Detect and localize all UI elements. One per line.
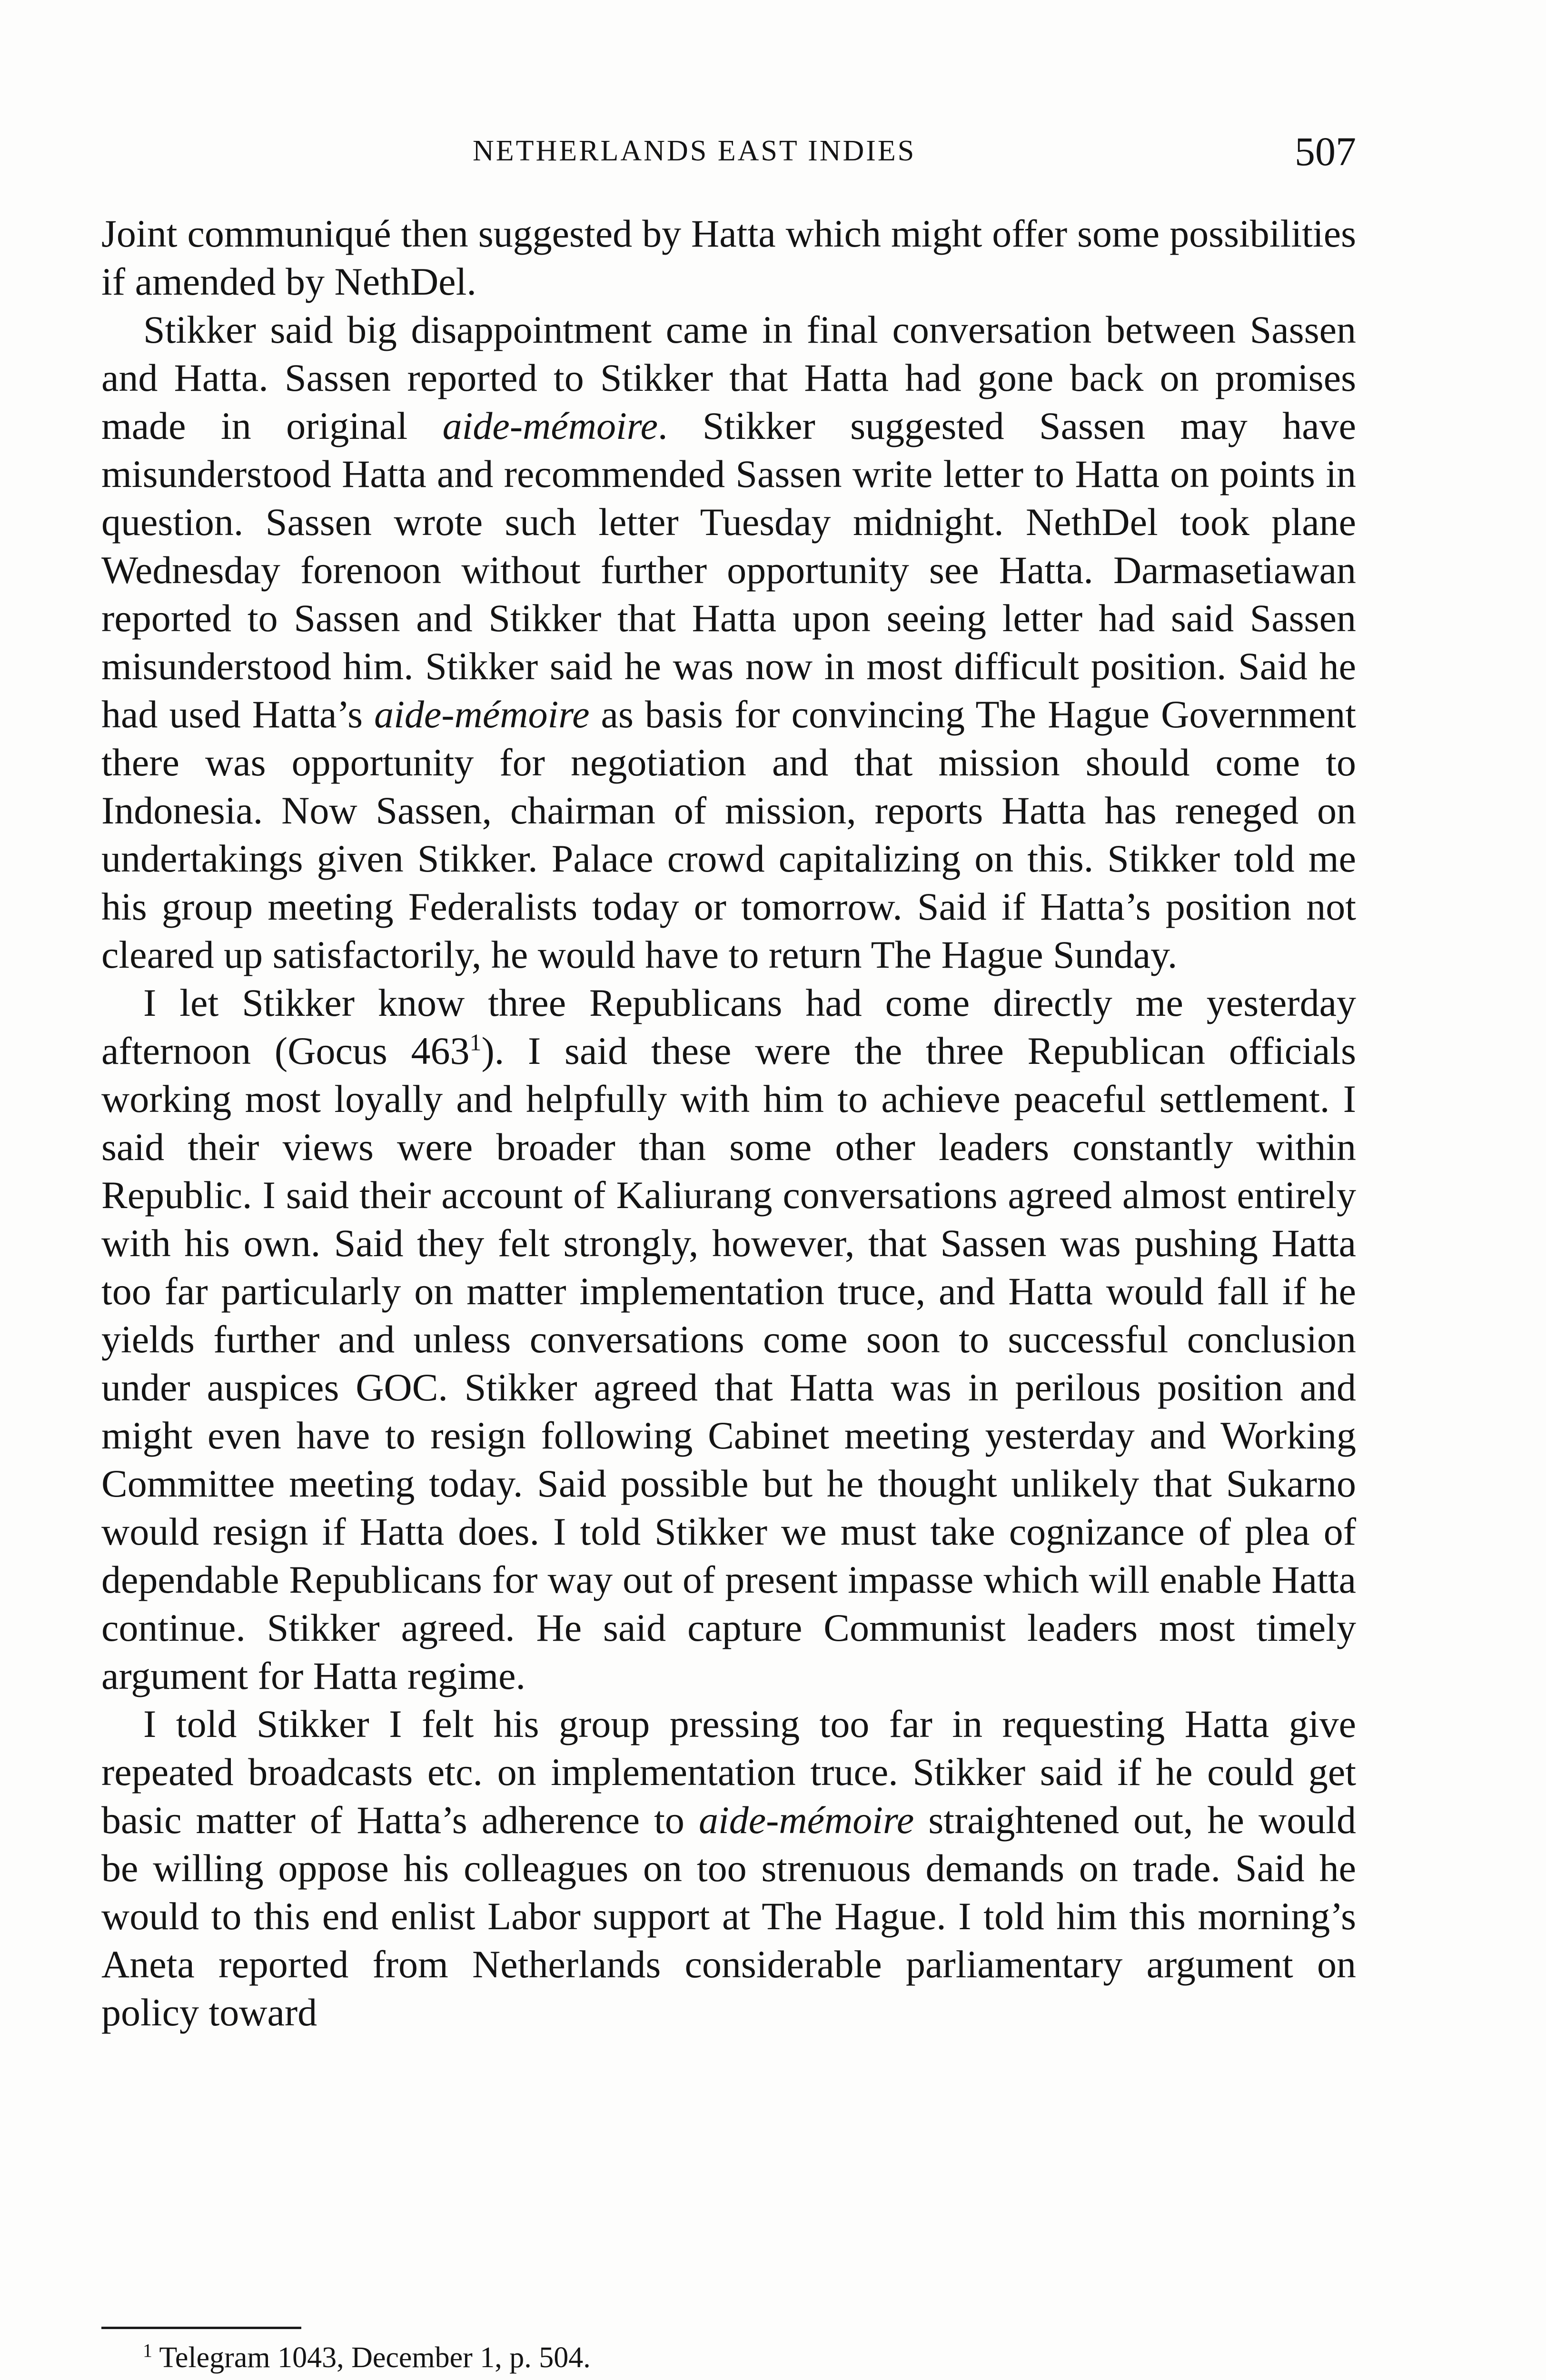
text-run: I told Stikker I felt his group pressing too far in requesting Hatta give repeated broadcasts etc. on implementation truce. Stikker said if he could get basic matter of Hatta’s adherence to: [101, 1702, 1356, 1842]
italic-term: aide-mémoire: [442, 404, 658, 447]
body-text: [101, 209, 1356, 2036]
paragraph: [101, 979, 1356, 1700]
text-run: . Stikker suggested Sassen may have misunderstood Hatta and recommended Sassen write letter to Hatta on points in question. Sassen wrote such letter Tuesday midnight. NethDel took plane Wednesday forenoon without further opportunity see Hatta. Darmasetiawan reported to Sassen and Stikker that Hatta upon seeing letter had said Sassen misunderstood him. Stikker said he was now in most difficult position. Said he had used Hatta’s: [101, 404, 1357, 736]
footnote-text: Telegram 1043, December 1, p. 504.: [152, 2341, 591, 2374]
text-run: as basis for convincing The Hague Government there was opportunity for negotiation and that mission should come to Indonesia. Now Sassen, chairman of mission, reports Hatta has reneged on undertakings given Stikker. Palace crowd capitalizing on this. Stikker told me his group meeting Federalists today or tomorrow. Said if Hatta’s position not cleared up satisfactorily, he would have to return The Hague Sunday.: [101, 693, 1357, 976]
page-number: 507: [1295, 129, 1356, 174]
text-run: Joint communiqué then suggested by Hatta which might offer some possibilities if amended by NethDel.: [101, 212, 1356, 303]
paragraph: [101, 1700, 1356, 2036]
footnote-marker: 1: [143, 2340, 152, 2361]
italic-term: aide-mémoire: [698, 1798, 914, 1842]
text-run: I let Stikker know three Republicans had come directly me yesterday afternoon (Gocus 463: [101, 981, 1356, 1072]
footnote-reference: 1: [469, 1029, 482, 1056]
paragraph: [101, 209, 1356, 306]
footnote-rule: [101, 2327, 301, 2329]
page-header: [101, 128, 1356, 175]
text-run: Stikker said big disappointment came in final conversation between Sassen and Hatta. Sassen reported to Stikker that Hatta had gone back on promises made in original: [101, 308, 1356, 447]
footnote: [143, 2341, 591, 2375]
text-run: ). I said these were the three Republican officials working most loyally and helpfully with him to achieve peaceful settlement. I said their views were broader than some other leaders constantly within Republic. I said their account of Kaliurang conversations agreed almost entirely with his own. Said they felt strongly, however, that Sassen was pushing Hatta too far particularly on matter implementation truce, and Hatta would fall if he yields further and unless conversations come soon to successful conclusion under auspices GOC. Stikker agreed that Hatta was in perilous position and might even have to resign following Cabinet meeting yesterday and Working Committee meeting today. Said possible but he thought unlikely that Sukarno would resign if Hatta does. I told Stikker we must take cognizance of plea of dependable Republicans for way out of present impasse which will enable Hatta continue. Stikker agreed. He said capture Communist leaders most timely argument for Hatta regime.: [101, 1029, 1356, 1697]
italic-term: aide-mémoire: [374, 693, 590, 736]
running-head: NETHERLANDS EAST INDIES: [473, 135, 916, 167]
text-run: straightened out, he would be willing oppose his colleagues on too strenuous demands on trade. Said he would to this end enlist Labor support at The Hague. I told him this morning’s Aneta reported from Netherlands considerable parliamentary argument on policy toward: [101, 1798, 1356, 2034]
paragraph: [101, 306, 1356, 979]
